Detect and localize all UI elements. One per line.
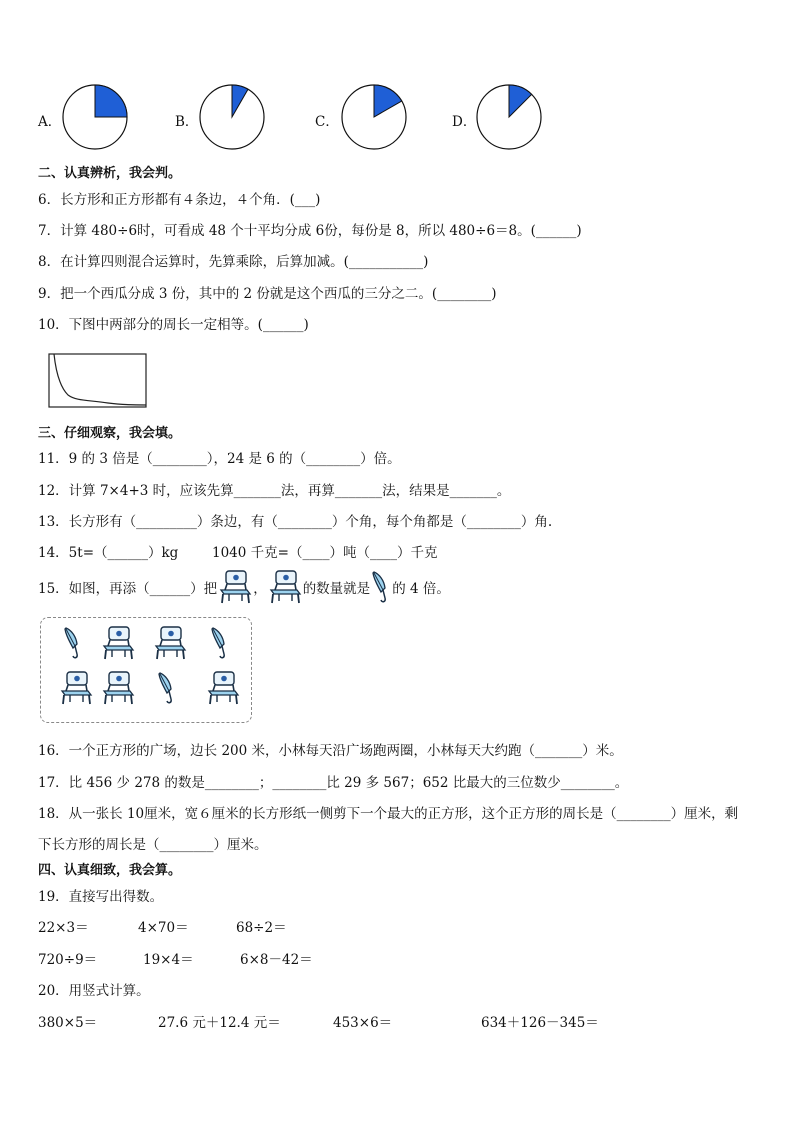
option-d-pie bbox=[476, 84, 546, 154]
calc20-1: 380×5＝ bbox=[38, 1015, 98, 1031]
question-7: 7．计算 480÷6时，可看成 48 个十平均分成 6份，每份是 8，所以 480÷6＝8。(______) bbox=[38, 223, 582, 239]
calc19-r2-c1: 720÷9＝ bbox=[38, 952, 98, 968]
question-18-line2: 下长方形的周长是（________）厘米。 bbox=[38, 837, 268, 853]
question-20: 20．用竖式计算。 bbox=[38, 983, 150, 999]
option-a-pie bbox=[62, 84, 132, 154]
umbrella-icon bbox=[62, 626, 84, 660]
umbrella-icon bbox=[370, 570, 392, 604]
question-10: 10．下图中两部分的周长一定相等。(______) bbox=[38, 317, 309, 333]
calc19-r2-c2: 19×4＝ bbox=[143, 952, 194, 968]
question-11: 11．9 的 3 倍是（________），24 是 6 的（________）倍。 bbox=[38, 451, 401, 467]
chair-icon bbox=[100, 671, 136, 705]
calc20-4: 634＋126－345＝ bbox=[481, 1015, 599, 1031]
option-b-label: B． bbox=[175, 114, 199, 130]
section-4-title: 四、认真细致，我会算。 bbox=[38, 863, 182, 878]
umbrella-icon bbox=[156, 671, 178, 705]
option-c-label: C． bbox=[315, 114, 339, 130]
chair-icon bbox=[152, 626, 188, 660]
q10-rectangle bbox=[49, 354, 146, 407]
umbrella-icon bbox=[209, 626, 231, 660]
option-d-label: D． bbox=[452, 114, 477, 130]
chair-icon bbox=[267, 570, 303, 604]
q10-figure bbox=[48, 353, 148, 409]
chair-icon bbox=[100, 626, 136, 660]
calc20-3: 453×6＝ bbox=[333, 1015, 393, 1031]
option-c-pie bbox=[341, 84, 411, 154]
q10-curve bbox=[54, 354, 146, 405]
calc20-2: 27.6 元＋12.4 元＝ bbox=[158, 1015, 281, 1031]
pie-shaded-slice bbox=[95, 85, 127, 117]
chair-icon bbox=[58, 671, 94, 705]
q15-text-1: 15．如图，再添（______）把 bbox=[38, 581, 218, 597]
chair-icon bbox=[205, 671, 241, 705]
section-2-title: 二、认真辨析，我会判。 bbox=[38, 166, 182, 181]
question-17: 17．比 456 少 278 的数是________；________比 29 多 567；652 比最大的三位数少________。 bbox=[38, 775, 629, 791]
q15-text-3: 的数量就是 bbox=[302, 581, 371, 597]
calc19-r1-c2: 4×70＝ bbox=[138, 920, 189, 936]
question-15 bbox=[38, 572, 450, 602]
question-12: 12．计算 7×4+3 时，应该先算_______法，再算_______法，结果是_______。 bbox=[38, 483, 511, 499]
calc19-r1-c3: 68÷2＝ bbox=[236, 920, 287, 936]
question-8: 8．在计算四则混合运算时，先算乘除，后算加减。(___________) bbox=[38, 254, 429, 270]
question-9: 9．把一个西瓜分成 3 份，其中的 2 份就是这个西瓜的三分之二。(________) bbox=[38, 286, 497, 302]
question-14-part2: 1040 千克=（____）吨（____）千克 bbox=[212, 545, 438, 561]
option-a-label: A． bbox=[38, 114, 62, 130]
question-14-part1: 14．5t=（______）kg bbox=[38, 545, 179, 561]
question-13: 13．长方形有（_________）条边，有（________）个角，每个角都是（________）角. bbox=[38, 514, 553, 530]
q15-text-4: 的 4 倍。 bbox=[392, 581, 450, 597]
option-b-pie bbox=[199, 84, 269, 154]
q15-text-2: ， bbox=[253, 581, 267, 597]
question-18-line1: 18．从一张长 10厘米，宽６厘米的长方形纸一侧剪下一个最大的正方形，这个正方形的周长是（________）厘米，剩 bbox=[38, 806, 739, 822]
section-3-title: 三、仔细观察，我会填。 bbox=[38, 426, 182, 441]
calc19-r1-c1: 22×3＝ bbox=[38, 920, 89, 936]
question-16: 16．一个正方形的广场，边长 200 米，小林每天沿广场跑两圈，小林每天大约跑（_______）米。 bbox=[38, 743, 623, 759]
calc19-r2-c3: 6×8－42＝ bbox=[240, 952, 313, 968]
question-19: 19．直接写出得数。 bbox=[38, 889, 164, 905]
question-6: 6．长方形和正方形都有４条边，４个角．(___) bbox=[38, 192, 321, 208]
chair-icon bbox=[217, 570, 253, 604]
